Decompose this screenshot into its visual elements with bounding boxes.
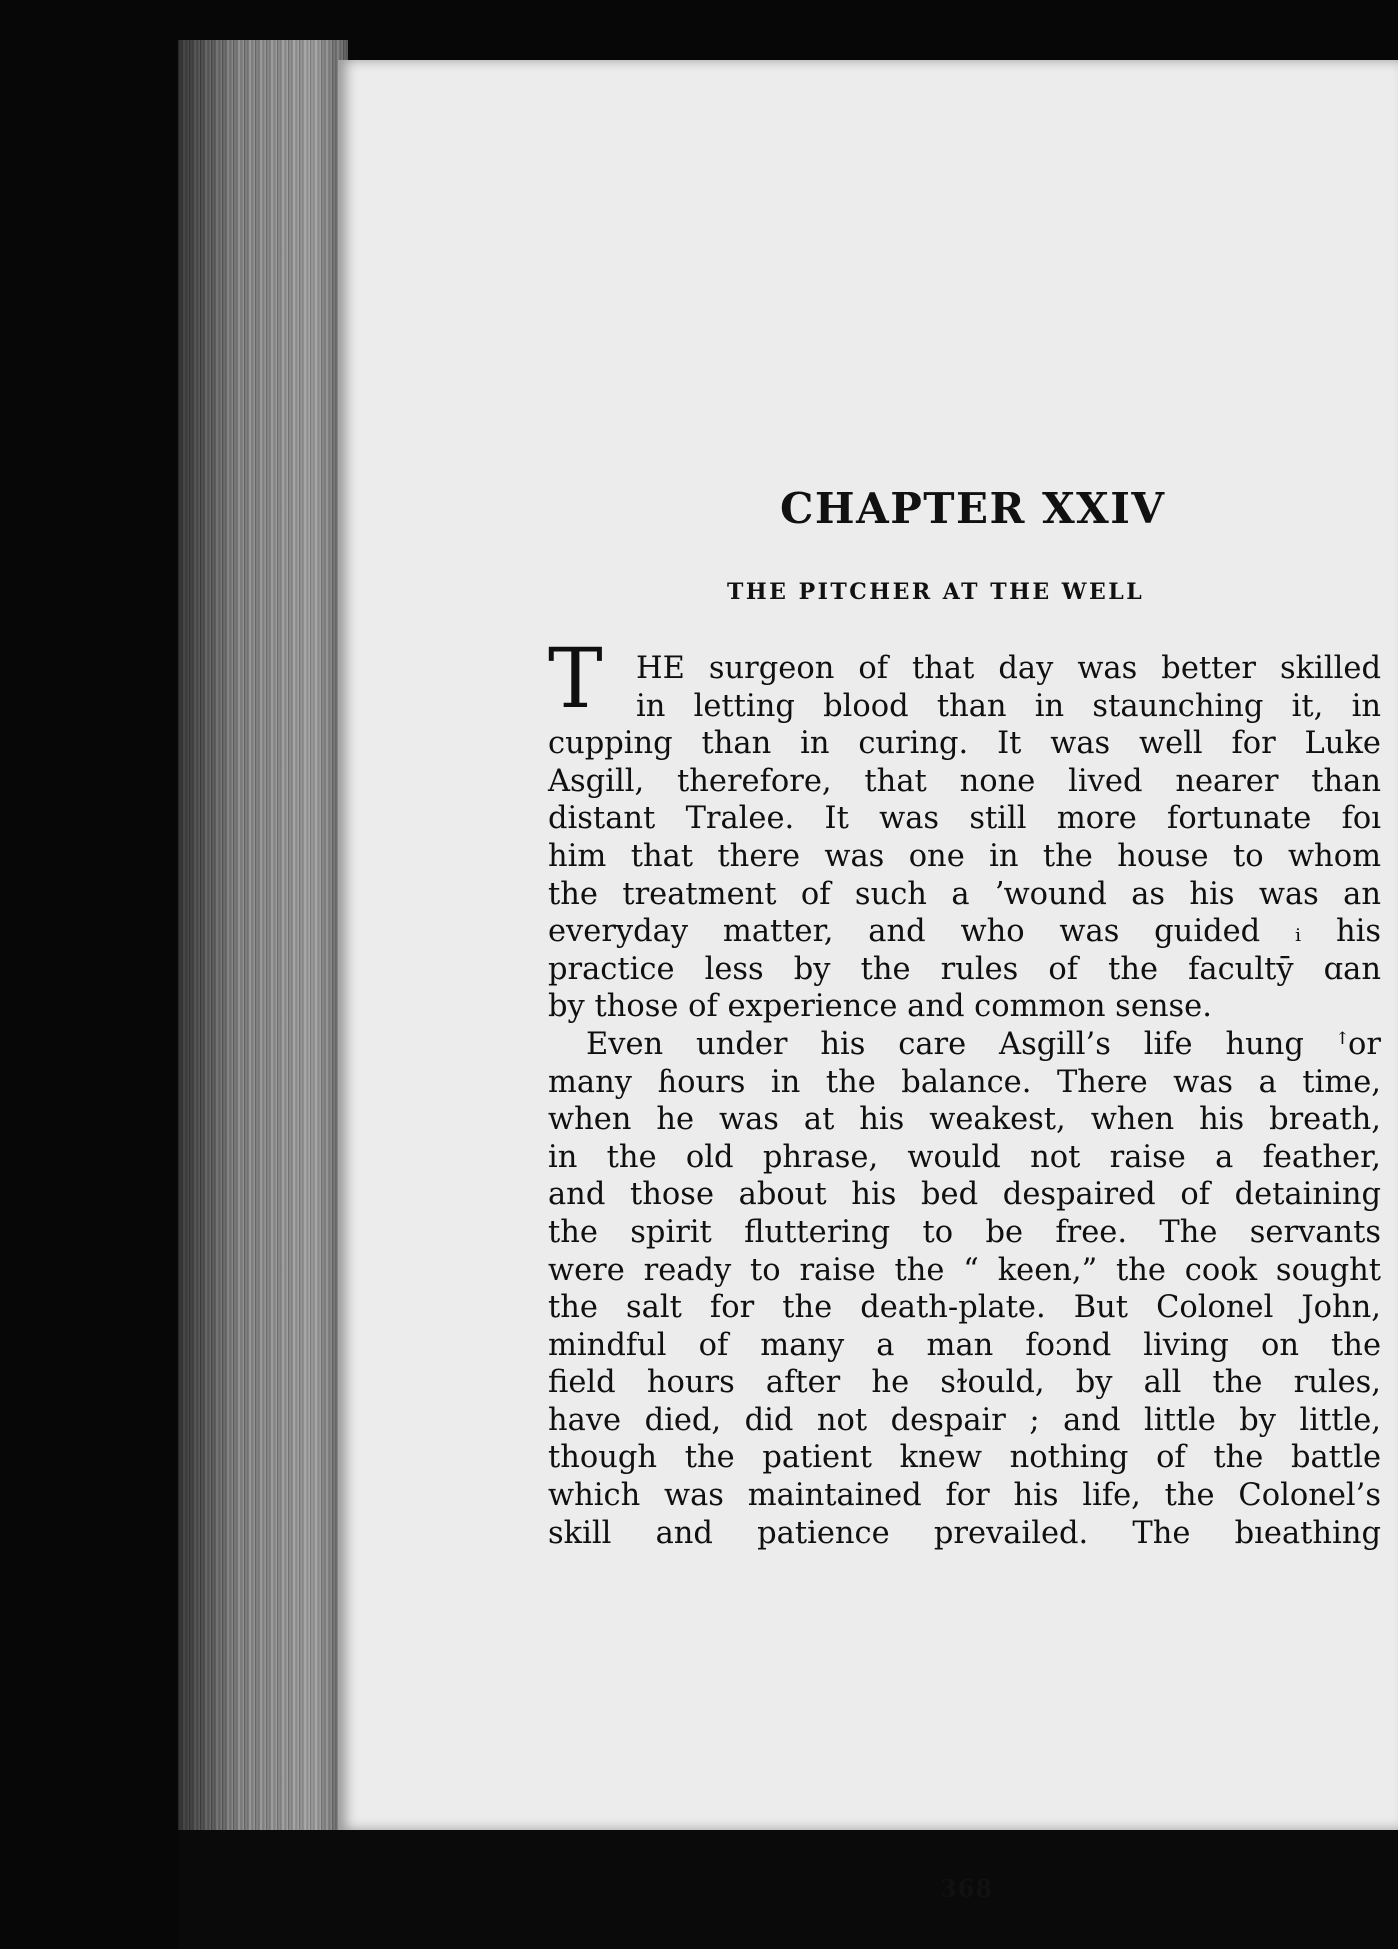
text-line: in letting blood than in staunching it, in (636, 688, 1381, 724)
text-line: have died, did not despair ; and little by little, (548, 1402, 1381, 1438)
text-line: distant Tralee. It was still more fortunate foı (548, 801, 1381, 837)
chapter-subtitle: THE PITCHER AT THE WELL (727, 579, 1145, 605)
text-line: though the patient knew nothing of the battle (548, 1440, 1381, 1476)
page-edge (178, 40, 348, 1830)
text-line: many ɦours in the balance. There was a time, (548, 1064, 1381, 1100)
text-line: the spirit fluttering to be free. The servants (548, 1214, 1381, 1250)
text-line: field hours after he sɫould, by all the rules, (548, 1365, 1381, 1401)
text-line: cupping than in curing. It was well for Luke (548, 726, 1381, 762)
text-line: the salt for the death-plate. But Colonel John, (548, 1290, 1381, 1326)
page-number: 368 (940, 1874, 994, 1903)
text-line: in the old phrase, would not raise a feather, (548, 1139, 1381, 1175)
text-line: when he was at his weakest, when his breath, (548, 1102, 1381, 1138)
bottom-shadow (178, 1830, 1398, 1949)
text-line: which was maintained for his life, the Colonel’s (548, 1478, 1381, 1514)
text-line: skill and patience prevailed. The bıeathing (548, 1515, 1381, 1551)
text-line: practice less by the rules of the facultȳ ɑan (548, 951, 1381, 987)
text-line: everyday matter, and who was guided ᵢ his (548, 914, 1381, 950)
text-line: him that there was one in the house to whom (548, 838, 1381, 874)
text-line: by those of experience and common sense. (548, 989, 1212, 1025)
text-line: HE surgeon of that day was better skilled (636, 651, 1381, 686)
text-line: Even under his care Asgill’s life hung ꜛor (586, 1026, 1381, 1062)
drop-cap: T (548, 632, 603, 727)
body-text (548, 650, 1381, 1552)
text-line: and those about his bed despaired of detaining (548, 1177, 1381, 1213)
text-line: the treatment of such a ʼwound as his was an (548, 876, 1381, 912)
text-line: Asgill, therefore, that none lived nearer than (548, 763, 1381, 799)
chapter-heading: CHAPTER XXIV (780, 484, 1166, 533)
text-line: mindful of many a man foɔnd living on the (548, 1327, 1381, 1363)
text-line: were ready to raise the “ keen,” the cook sought (548, 1252, 1381, 1288)
